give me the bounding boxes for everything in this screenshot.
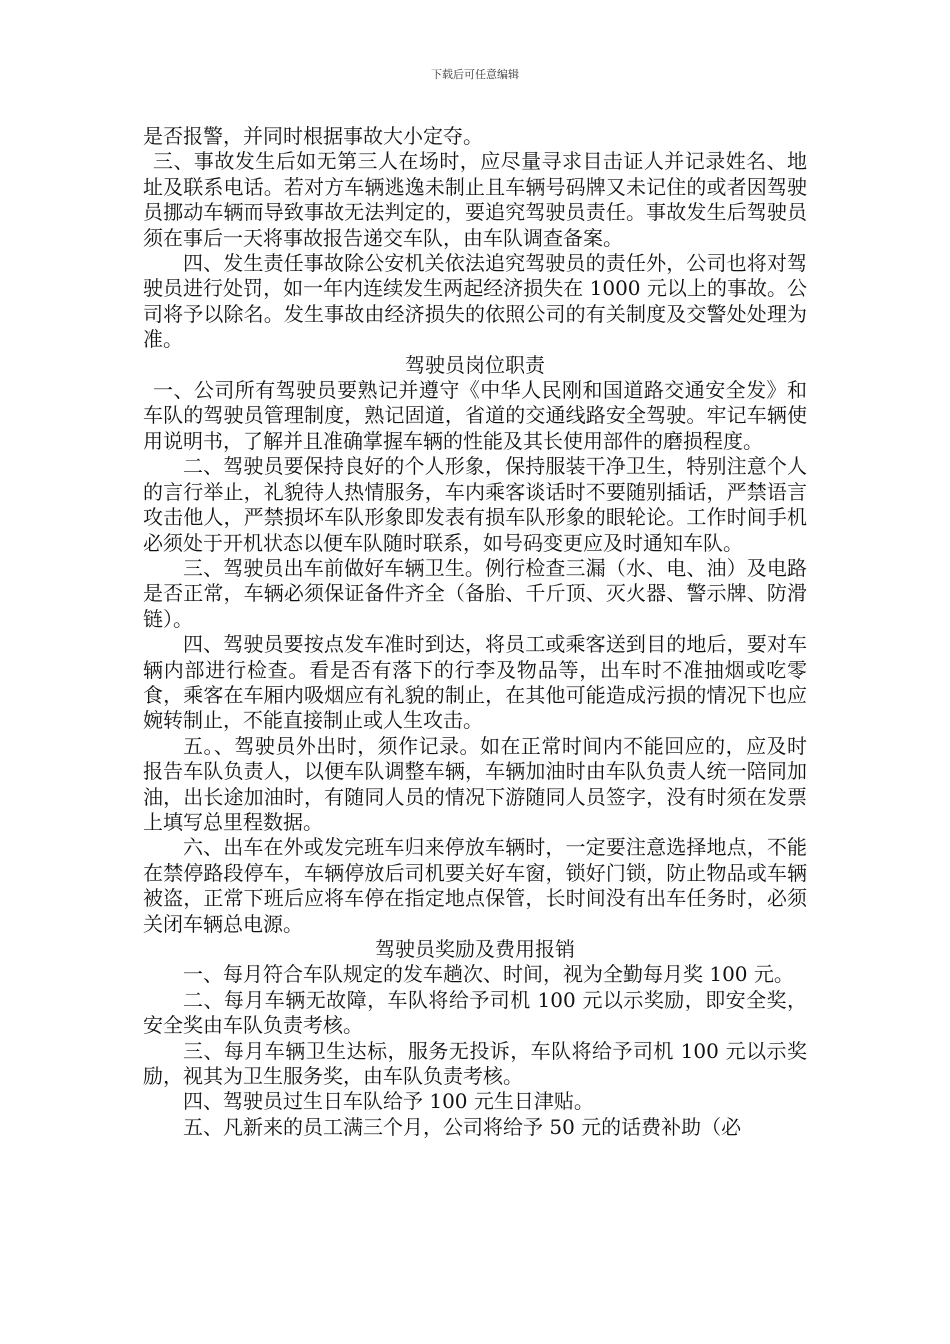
paragraph-accident-witness: 三、事故发生后如无第三人在场时，应尽量寻求目击证人并记录姓名、地址及联系电话。若对方车辆逃逸未制止且车辆号码牌又未记住的或者因驾驶员挪动车辆而导致事故无法判定的，要追究驾驶员责任。事故发生后驾驶员须在事后一天将事故报告递交车队，由车队调查备案。 [143, 149, 807, 250]
paragraph-accident-report-end: 是否报警，并同时根据事故大小定夺。 [143, 124, 483, 148]
paragraph-reward-4: 四、驾驶员过生日车队给予 100 元生日津贴。 [183, 1089, 594, 1114]
section-heading-driver-duties: 驾驶员岗位职责 [405, 352, 545, 377]
section-heading-rewards-expenses: 驾驶员奖励及费用报销 [375, 937, 575, 961]
page-header-note: 下载后可任意编辑 [431, 68, 519, 81]
paragraph-duty-4: 四、驾驶员要按点发车准时到达，将员工或乘客送到目的地后，要对车辆内部进行检查。看是否有落下的行李及物品等，出车时不准抽烟或吃零食，乘客在车厢内吸烟应有礼貌的制止，在其他可能造成污损的情况下也应婉转制止，不能直接制止或人生攻击。 [143, 632, 807, 733]
paragraph-reward-3: 三、每月车辆卫生达标，服务无投诉，车队将给予司机 100 元以示奖励，视其为卫生服务奖，由车队负责考核。 [143, 1038, 807, 1089]
paragraph-duty-6: 六、出车在外或发完班车归来停放车辆时，一定要注意选择地点，不能在禁停路段停车，车辆停放后司机要关好车窗，锁好门锁，防止物品或车辆被盗，正常下班后应将车停在指定地点保管，长时间没有出车任务时，必须关闭车辆总电源。 [143, 835, 807, 936]
document-body [143, 124, 807, 1140]
paragraph-reward-2: 二、每月车辆无故障，车队将给予司机 100 元以示奖励，即安全奖，安全奖由车队负责考核。 [143, 987, 807, 1038]
paragraph-duty-3: 三、驾驶员出车前做好车辆卫生。例行检查三漏（水、电、油）及电路是否正常，车辆必须保证备件齐全（备胎、千斤顶、灭火器、警示牌、防滑链）。 [143, 555, 807, 631]
paragraph-accident-penalty: 四、发生责任事故除公安机关依法追究驾驶员的责任外，公司也将对驾驶员进行处罚，如一年内连续发生两起经济损失在 1000 元以上的事故。公司将予以除名。发生事故由经济损失的依照公司的有关制度及交警处处理为准。 [143, 251, 807, 352]
paragraph-duty-1: 一、公司所有驾驶员要熟记并遵守《中华人民刚和国道路交通安全发》和车队的驾驶员管理制度，熟记固道，省道的交通线路安全驾驶。牢记车辆使用说明书，了解并且准确掌握车辆的性能及其长使用部件的磨损程度。 [143, 378, 807, 453]
paragraph-duty-5: 五。、驾驶员外出时，须作记录。如在正常时间内不能回应的，应及时报告车队负责人，以便车队调整车辆，车辆加油时由车队负责人统一陪同加油，出长途加油时，有随同人员的情况下游随同人员签字，没有时须在发票上填写总里程数据。 [143, 733, 807, 834]
paragraph-reward-1: 一、每月符合车队规定的发车趟次、时间，视为全勤每月奖 100 元。 [183, 962, 794, 987]
paragraph-duty-2: 二、驾驶员要保持良好的个人形象，保持服装干净卫生，特别注意个人的言行举止，礼貌待人热情服务，车内乘客谈话时不要随别插话，严禁语言攻击他人，严禁损坏车队形象即发表有损车队形象的眼轮论。工作时间手机必须处于开机状态以便车队随时联系，如号码变更应及时通知车队。 [143, 454, 807, 555]
paragraph-reward-5: 五、凡新来的员工满三个月，公司将给予 50 元的话费补助（必 [183, 1114, 742, 1139]
